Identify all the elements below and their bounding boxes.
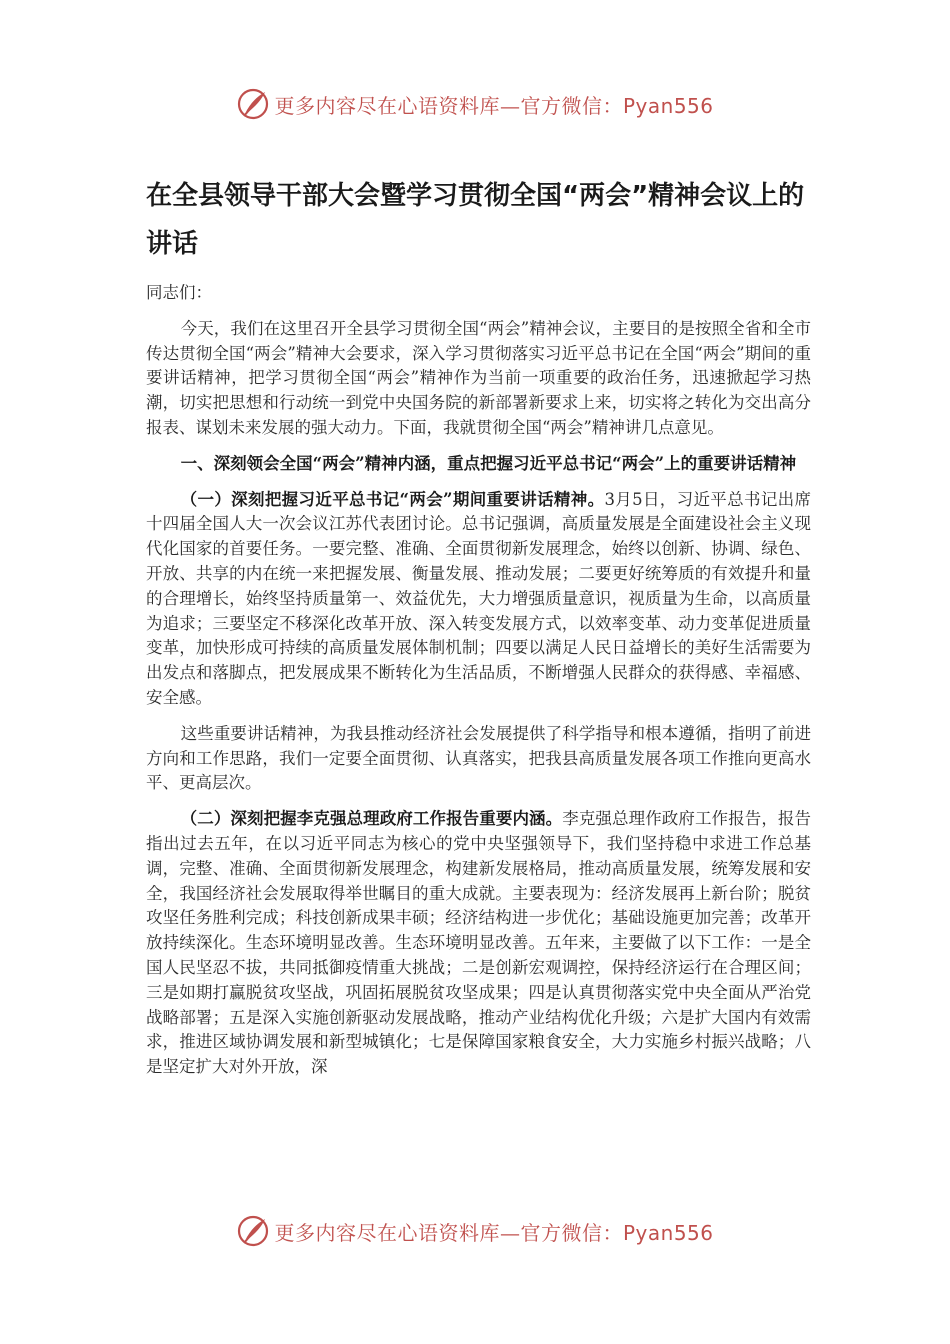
banner-wechat-id: Pyan556 (622, 1220, 714, 1245)
quill-logo-icon (236, 87, 270, 121)
document-title: 在全县领导干部大会暨学习贯彻全国“两会”精神会议上的讲话 (146, 181, 805, 259)
subsection-1-body: 3月5日，习近平总书记出席十四届全国人大一次会议江苏代表团讨论。总书记强调，高质量发展是全面建设社会主义现代化国家的首要任务。一要完整、准确、全面贯彻新发展理念，始终以创新、协调、绿色、开放、共享的内在统一来把握发展、衡量发展、推动发展；二要更好统筹质的有效提升和量的合理增长，始终坚持质量第一、效益优先，大力增强质量意识，视质量为生命，以高质量为追求；三要坚定不移深化改革开放、深入转变发展方式，以效率变革、动力变革促进质量变革，加快形成可持续的高质量发展体制机制；四要以满足人民日益增长的美好生活需要为出发点和落脚点，把发展成果不断转化为生活品质，不断增强人民群众的获得感、幸福感、安全感。 (146, 489, 811, 707)
footer-watermark-banner (0, 1211, 950, 1251)
banner-text (274, 90, 713, 119)
section-heading-1: 一、深刻领会全国“两会”精神内涵，重点把握习近平总书记“两会”上的重要讲话精神 (180, 453, 797, 473)
salutation: 同志们： (146, 283, 212, 302)
header-watermark-banner (0, 84, 950, 124)
subsection-2-lead: （二）深刻把握李克强总理政府工作报告重要内涵。 (180, 809, 563, 829)
banner-text (274, 1217, 713, 1246)
banner-label: 更多内容尽在心语资料库—官方微信： (274, 93, 623, 118)
intro-paragraph: 今天，我们在这里召开全县学习贯彻全国“两会”精神会议，主要目的是按照全省和全市传达贯彻全国“两会”精神大会要求，深入学习贯彻落实习近平总书记在全国“两会”期间的重要讲话精神，把学习贯彻全国“两会”精神作为当前一项重要的政治任务，迅速掀起学习热潮，切实把思想和行动统一到党中央国务院的新部署新要求上来，切实将之转化为交出高分报表、谋划未来发展的强大动力。下面，我就贯彻全国“两会”精神讲几点意见。 (146, 318, 811, 437)
banner-label: 更多内容尽在心语资料库—官方微信： (274, 1220, 623, 1245)
paragraph-2: 这些重要讲话精神，为我县推动经济社会发展提供了科学指导和根本遵循，指明了前进方向和工作思路，我们一定要全面贯彻、认真落实，把我县高质量发展各项工作推向更高水平、更高层次。 (146, 723, 811, 793)
subsection-1-paragraph (146, 488, 811, 711)
quill-logo-icon (236, 1214, 270, 1248)
banner-wechat-id: Pyan556 (622, 93, 714, 118)
subsection-2-body: 李克强总理作政府工作报告，报告指出过去五年，在以习近平同志为核心的党中央坚强领导下，我们坚持稳中求进工作总基调，完整、准确、全面贯彻新发展理念，构建新发展格局，推动高质量发展，统筹发展和安全，我国经济社会发展取得举世瞩目的重大成就。主要表现为：经济发展再上新台阶；脱贫攻坚任务胜利完成；科技创新成果丰硕；经济结构进一步优化；基础设施更加完善；改革开放持续深化。生态环境明显改善。生态环境明显改善。五年来，主要做了以下工作：一是全国人民坚忍不拔，共同抵御疫情重大挑战；二是创新宏观调控，保持经济运行在合理区间；三是如期打赢脱贫攻坚战，巩固拓展脱贫攻坚成果；四是认真贯彻落实党中央全面从严治党战略部署；五是深入实施创新驱动发展战略，推动产业结构优化升级；六是扩大国内有效需求，推进区域协调发展和新型城镇化；七是保障国家粮食安全，大力实施乡村振兴战略；八是坚定扩大对外开放，深 (146, 809, 812, 1077)
subsection-2-paragraph (146, 807, 811, 1080)
document-body (146, 281, 811, 1091)
subsection-1-lead: （一）深刻把握习近平总书记“两会”期间重要讲话精神。 (180, 489, 605, 509)
